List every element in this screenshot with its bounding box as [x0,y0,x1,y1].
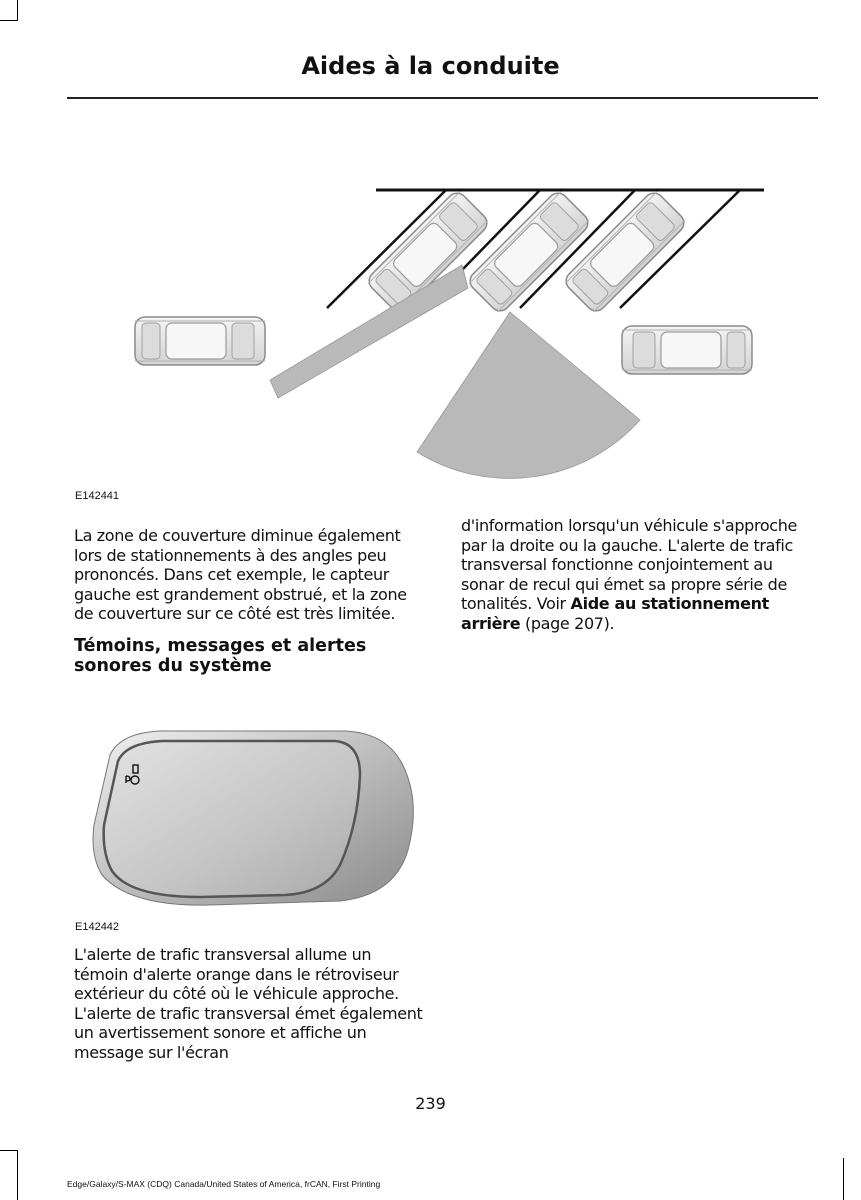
paragraph: La zone de couverture diminue également lors de stationnements à des angles peu prononcés. Dans cet exemple, le capteur gauche est grandement obstrué, et la zone de couverture sur ce côté est très limitée. [74,526,407,624]
parking-coverage-diagram [120,180,770,480]
crop-mark-bottom-left-v [17,1150,18,1200]
paragraph-text: d'information lorsqu'un véhicule s'approche par la droite ou la gauche. L'alerte de trafic transversal fonctionne conjointement au sonar de recul qui émet sa propre série de tonalités. Voir [461,516,798,614]
side-mirror-illustration [90,725,420,915]
footer-text: Edge/Galaxy/S-MAX (CDQ) Canada/United States of America, frCAN, First Printing [67,1179,381,1189]
crop-mark-bottom-left-h [0,1150,18,1151]
paragraph-continued [461,516,815,634]
mirror-glass [104,741,360,897]
crop-mark-bottom-right-v [843,1158,844,1200]
figure-code: E142441 [75,490,120,502]
page-title: Aides à la conduite [301,52,560,80]
figure-code: E142442 [75,921,120,933]
paragraph: L'alerte de trafic transversal allume un témoin d'alerte orange dans le rétroviseur extérieur du côté où le véhicule approche. L'alerte de trafic transversal émet également un avertissement sonore et affiche un message sur l'écran [74,945,423,1062]
section-heading: Témoins, messages et alertes sonores du système [74,636,367,676]
page-number: 239 [415,1094,446,1113]
left-sensor-zone [270,265,468,398]
approaching-car-left [135,317,265,365]
crop-mark-top-left-v [17,0,18,20]
right-sensor-zone [417,312,640,478]
cross-reference-link[interactable]: Aide au stationnement arrière [461,594,769,633]
parked-car [562,189,688,315]
page-reference: (page 207). [520,613,615,633]
crop-mark-top-left-h [0,20,18,21]
approaching-car-right [622,326,752,374]
header-rule [67,97,818,99]
